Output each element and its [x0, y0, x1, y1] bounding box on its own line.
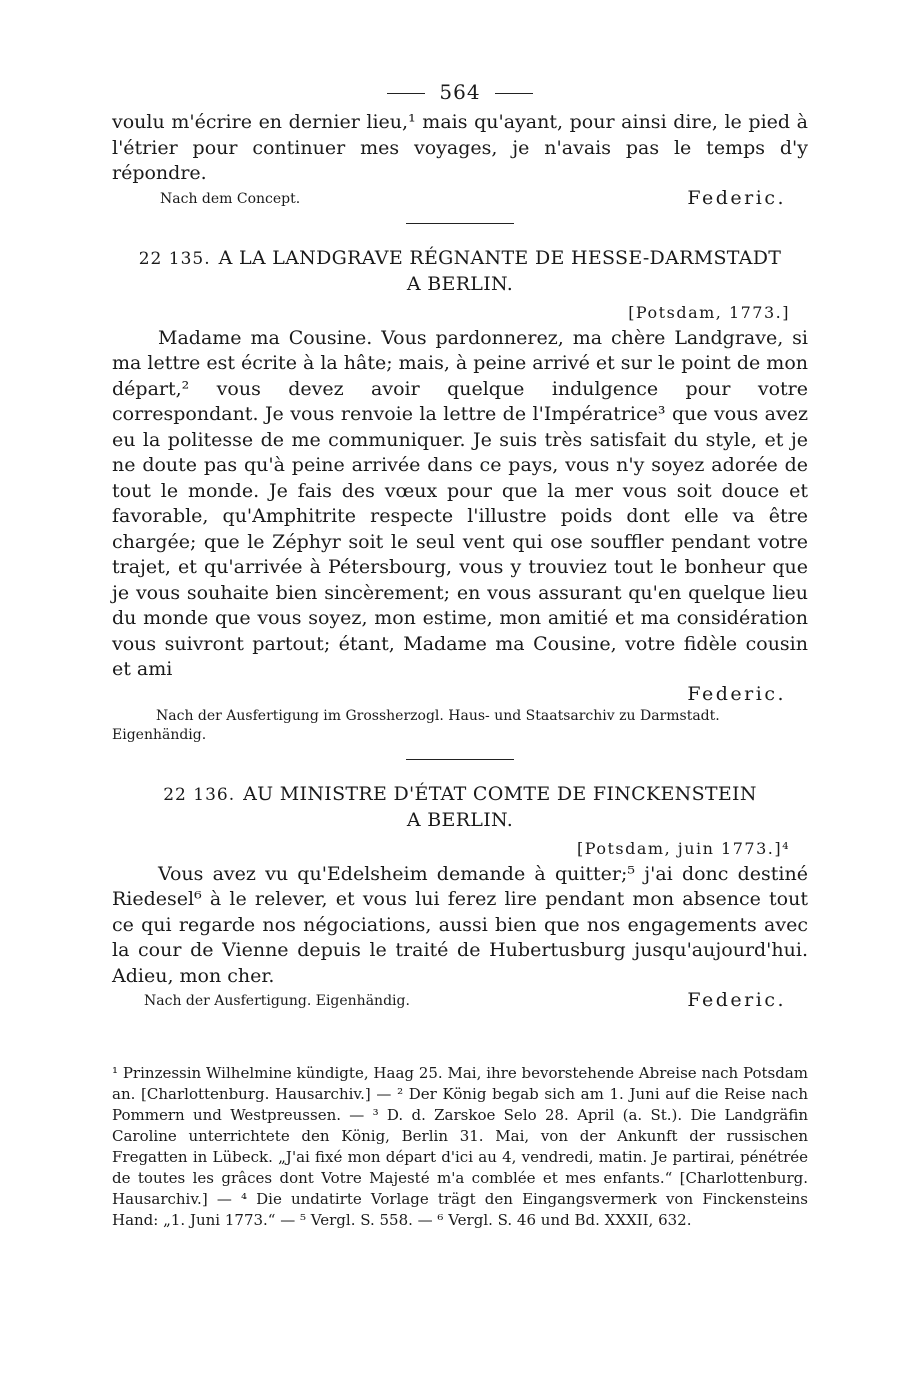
section-rule — [406, 223, 514, 224]
letter2-signature: Federic. — [687, 989, 786, 1011]
divider — [387, 93, 425, 94]
letter1-dateline: [Potsdam, 1773.] — [628, 302, 790, 322]
letter1-title-2: A BERLIN. — [406, 272, 514, 295]
footnotes: ¹ Prinzessin Wilhelmine kündigte, Haag 25. Mai, ihre bevorstehende Abreise nach Potsdam an. [Charlottenburg. Hausarchiv.] — ² Der König begab sich am 1. Juni auf die Reise nach Pommern und Westpreussen. — ³ D. d. Zarskoe Selo 28. April (a. St.). Die Landgräfin Caroline unterrichtete den König, Berlin 31. Mai, von der Ankunft der russischen Fregatten in Lübeck. „J'ai fixé mon départ d'ici au 4, vendredi, matin. Je partirai, pénétrée de toutes les grâces dont Votre Majesté m'a comblée et mes enfants.“ [Charlottenburg. Hausarchiv.] — ⁴ Die undatirte Vorlage trägt den Eingangsvermerk von Finckensteins Hand: „1. Juni 1773.“ — ⁵ Vergl. S. 558. — ⁶ Vergl. S. 46 und Bd. XXXII, 632. — [112, 1064, 808, 1229]
letter1-source: Nach der Ausfertigung im Grossherzogl. Haus- und Staatsarchiv zu Darmstadt. Eigenhändig. — [112, 707, 720, 743]
intro-footer — [112, 187, 808, 209]
intro-source: Nach dem Concept. — [160, 190, 301, 207]
letter2-heading — [112, 782, 808, 833]
section-rule — [406, 759, 514, 760]
letter2-source: Nach der Ausfertigung. Eigenhändig. — [144, 993, 410, 1009]
page-number-text: 564 — [439, 80, 481, 104]
letter2-title: AU MINISTRE D'ÉTAT COMTE DE FINCKENSTEIN — [243, 782, 757, 805]
letter2-dateline: [Potsdam, juin 1773.]⁴ — [577, 838, 790, 858]
letter2-title-2: A BERLIN. — [406, 808, 514, 831]
letter1-sign-row — [112, 683, 808, 705]
divider — [495, 93, 533, 94]
intro-signature: Federic. — [687, 186, 786, 209]
letter1-heading — [112, 246, 808, 297]
letter2-body: Vous avez vu qu'Edelsheim demande à quitter;⁵ j'ai donc destiné Riedesel⁶ à le relever, et vous lui ferez lire pendant mon absence tout ce qui regarde nos négociations, aussi bien que nos engagements avec la cour de Vienne depuis le traité de Hubertusburg jusqu'aujourd'hui. Adieu, mon cher. — [112, 862, 808, 987]
letter2-footer — [112, 989, 808, 1011]
page — [112, 80, 808, 1231]
letter1-body: Madame ma Cousine. Vous pardonnerez, ma chère Landgrave, si ma lettre est écrite à la hâte; mais, à peine arrivé et sur le point de mon départ,² vous devez avoir quelque indulgence pour votre correspondant. Je vous renvoie la lettre de l'Impératrice³ que vous avez eu la politesse de me communiquer. Je suis très satisfait du style, et je ne doute pas qu'à peine arrivée dans ce pays, vous n'y soyez adorée de tout le monde. Je fais des vœux pour que la mer vous soit douce et favorable, qu'Amphitrite respecte l'illustre poids dont elle va être chargée; que le Zéphyr soit le seul vent qui ose souffler pendant votre trajet, et qu'arrivée à Pétersbourg, vous y trouviez tout le bonheur que je vous souhaite bien sincèrement; en vous assurant qu'en quelque lieu du monde que vous soyez, mon estime, mon amitié et ma considération vous suivront partout; étant, Madame ma Cousine, votre fidèle cousin et ami — [112, 326, 808, 680]
letter1-signature: Federic. — [687, 682, 786, 705]
letter1-number: 22 135. — [138, 248, 211, 269]
page-number — [112, 80, 808, 104]
letter1-title: A LA LANDGRAVE RÉGNANTE DE HESSE-DARMSTADT — [218, 246, 782, 269]
intro-text: voulu m'écrire en dernier lieu,¹ mais qu'ayant, pour ainsi dire, le pied à l'étrier pour continuer mes voyages, je n'avais pas le temps d'y répondre. — [112, 111, 808, 184]
letter2-number: 22 136. — [163, 784, 236, 805]
